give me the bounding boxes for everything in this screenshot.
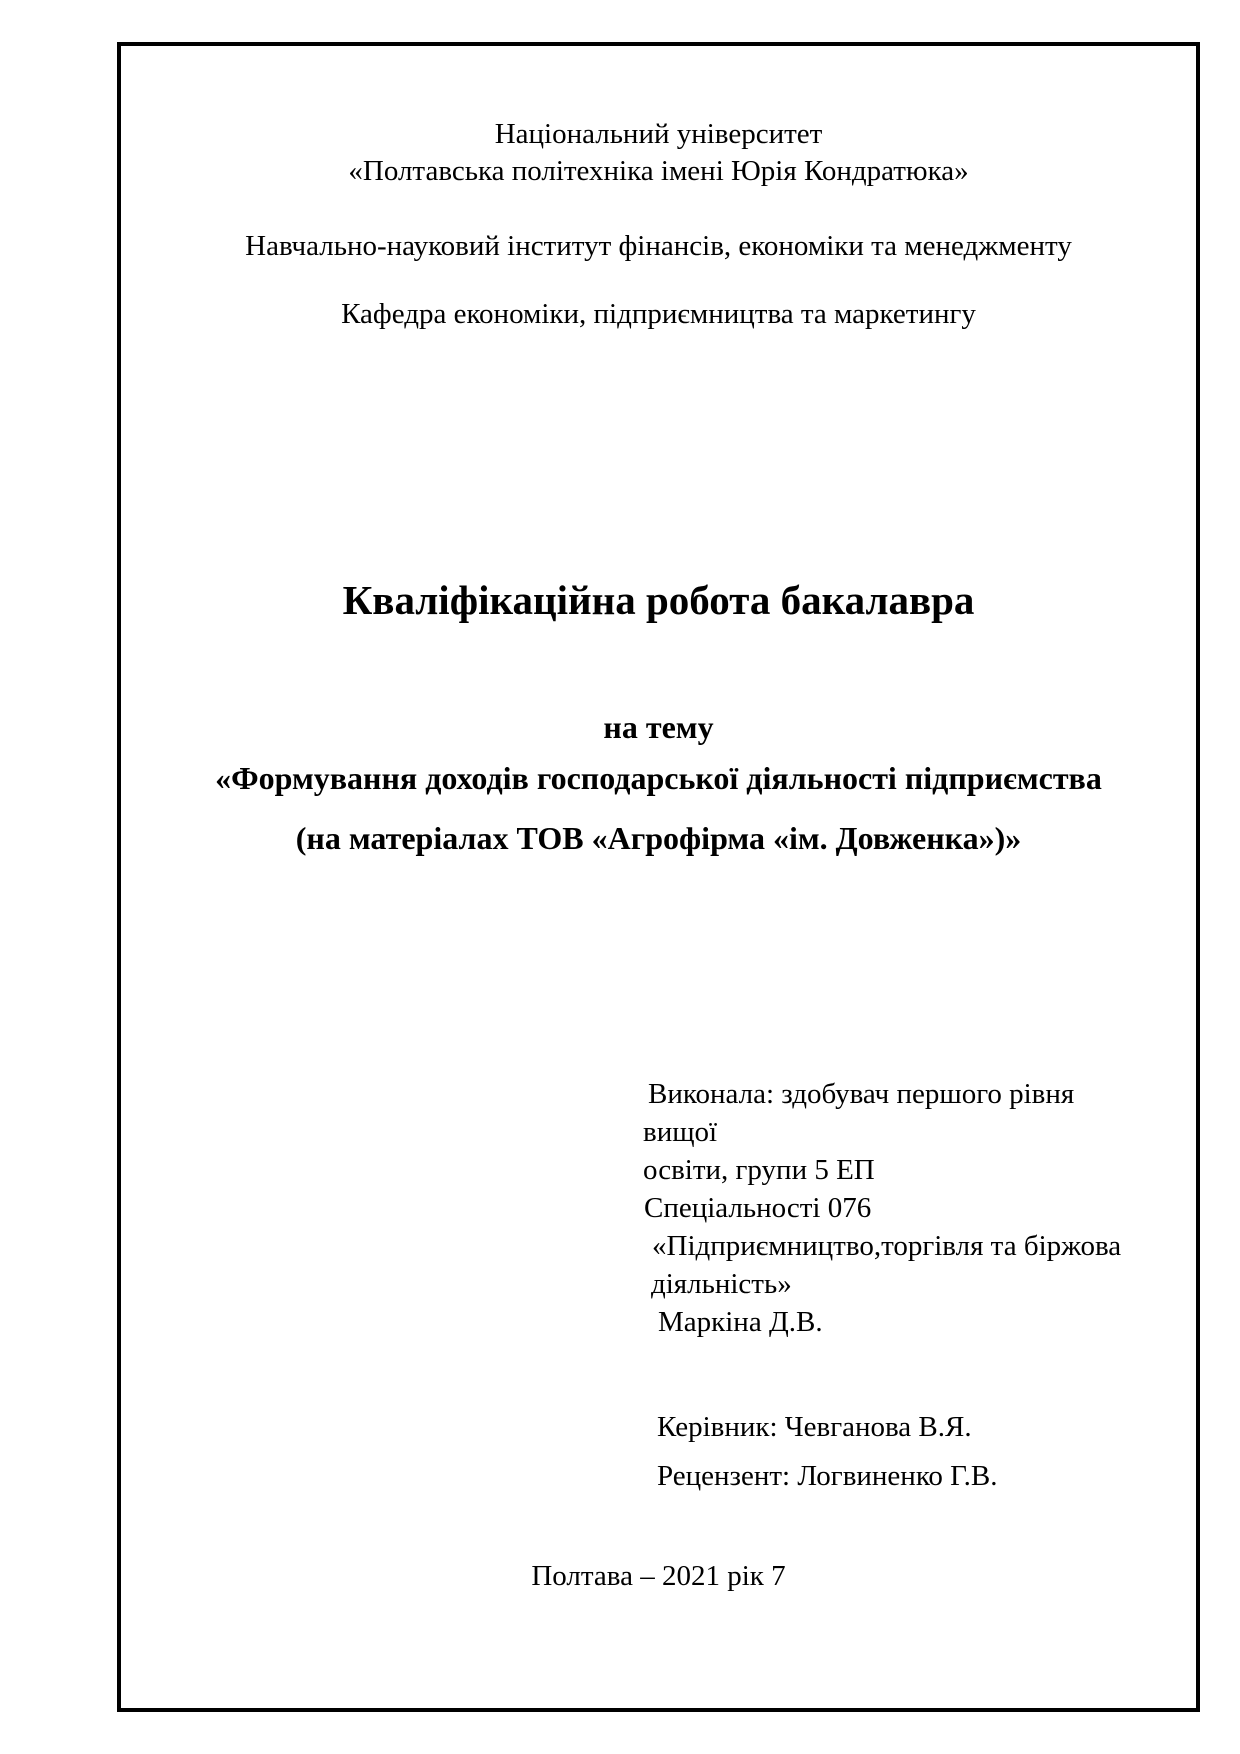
performer-line: «Підприємництво,торгівля та біржова — [652, 1230, 1122, 1262]
topic-line2: (на матеріалах ТОВ «Агрофірма «ім. Довженка»)» — [295, 820, 1022, 856]
topic-line1: «Формування доходів господарської діяльності підприємства — [215, 760, 1102, 796]
performer-line: вищої — [643, 1116, 718, 1148]
department-name: Кафедра економіки, підприємництва та маркетингу — [341, 298, 976, 330]
topic-label: на тему — [603, 709, 714, 745]
work-title: Кваліфікаційна робота бакалавра — [342, 577, 975, 623]
institute-name: Навчально-науковий інститут фінансів, економіки та менеджменту — [245, 230, 1072, 262]
city-year-line: Полтава – 2021 рік 7 — [531, 1560, 786, 1592]
university-name-line2: «Полтавська політехніка імені Юрія Кондратюка» — [348, 155, 969, 187]
university-name-line1: Національний університет — [494, 118, 823, 150]
page-border-frame — [117, 42, 1200, 1712]
reviewer-line: Рецензент: Логвиненко Г.В. — [657, 1460, 998, 1492]
performer-line: діяльність» — [651, 1268, 792, 1300]
supervisor-line: Керівник: Чевганова В.Я. — [657, 1411, 972, 1443]
performer-line: Виконала: здобувач першого рівня — [648, 1078, 1075, 1110]
performer-line: освіти, групи 5 ЕП — [643, 1154, 875, 1186]
performer-line: Спеціальності 076 — [644, 1192, 872, 1224]
performer-name: Маркіна Д.В. — [658, 1306, 823, 1338]
performer-block — [643, 1075, 1121, 1341]
